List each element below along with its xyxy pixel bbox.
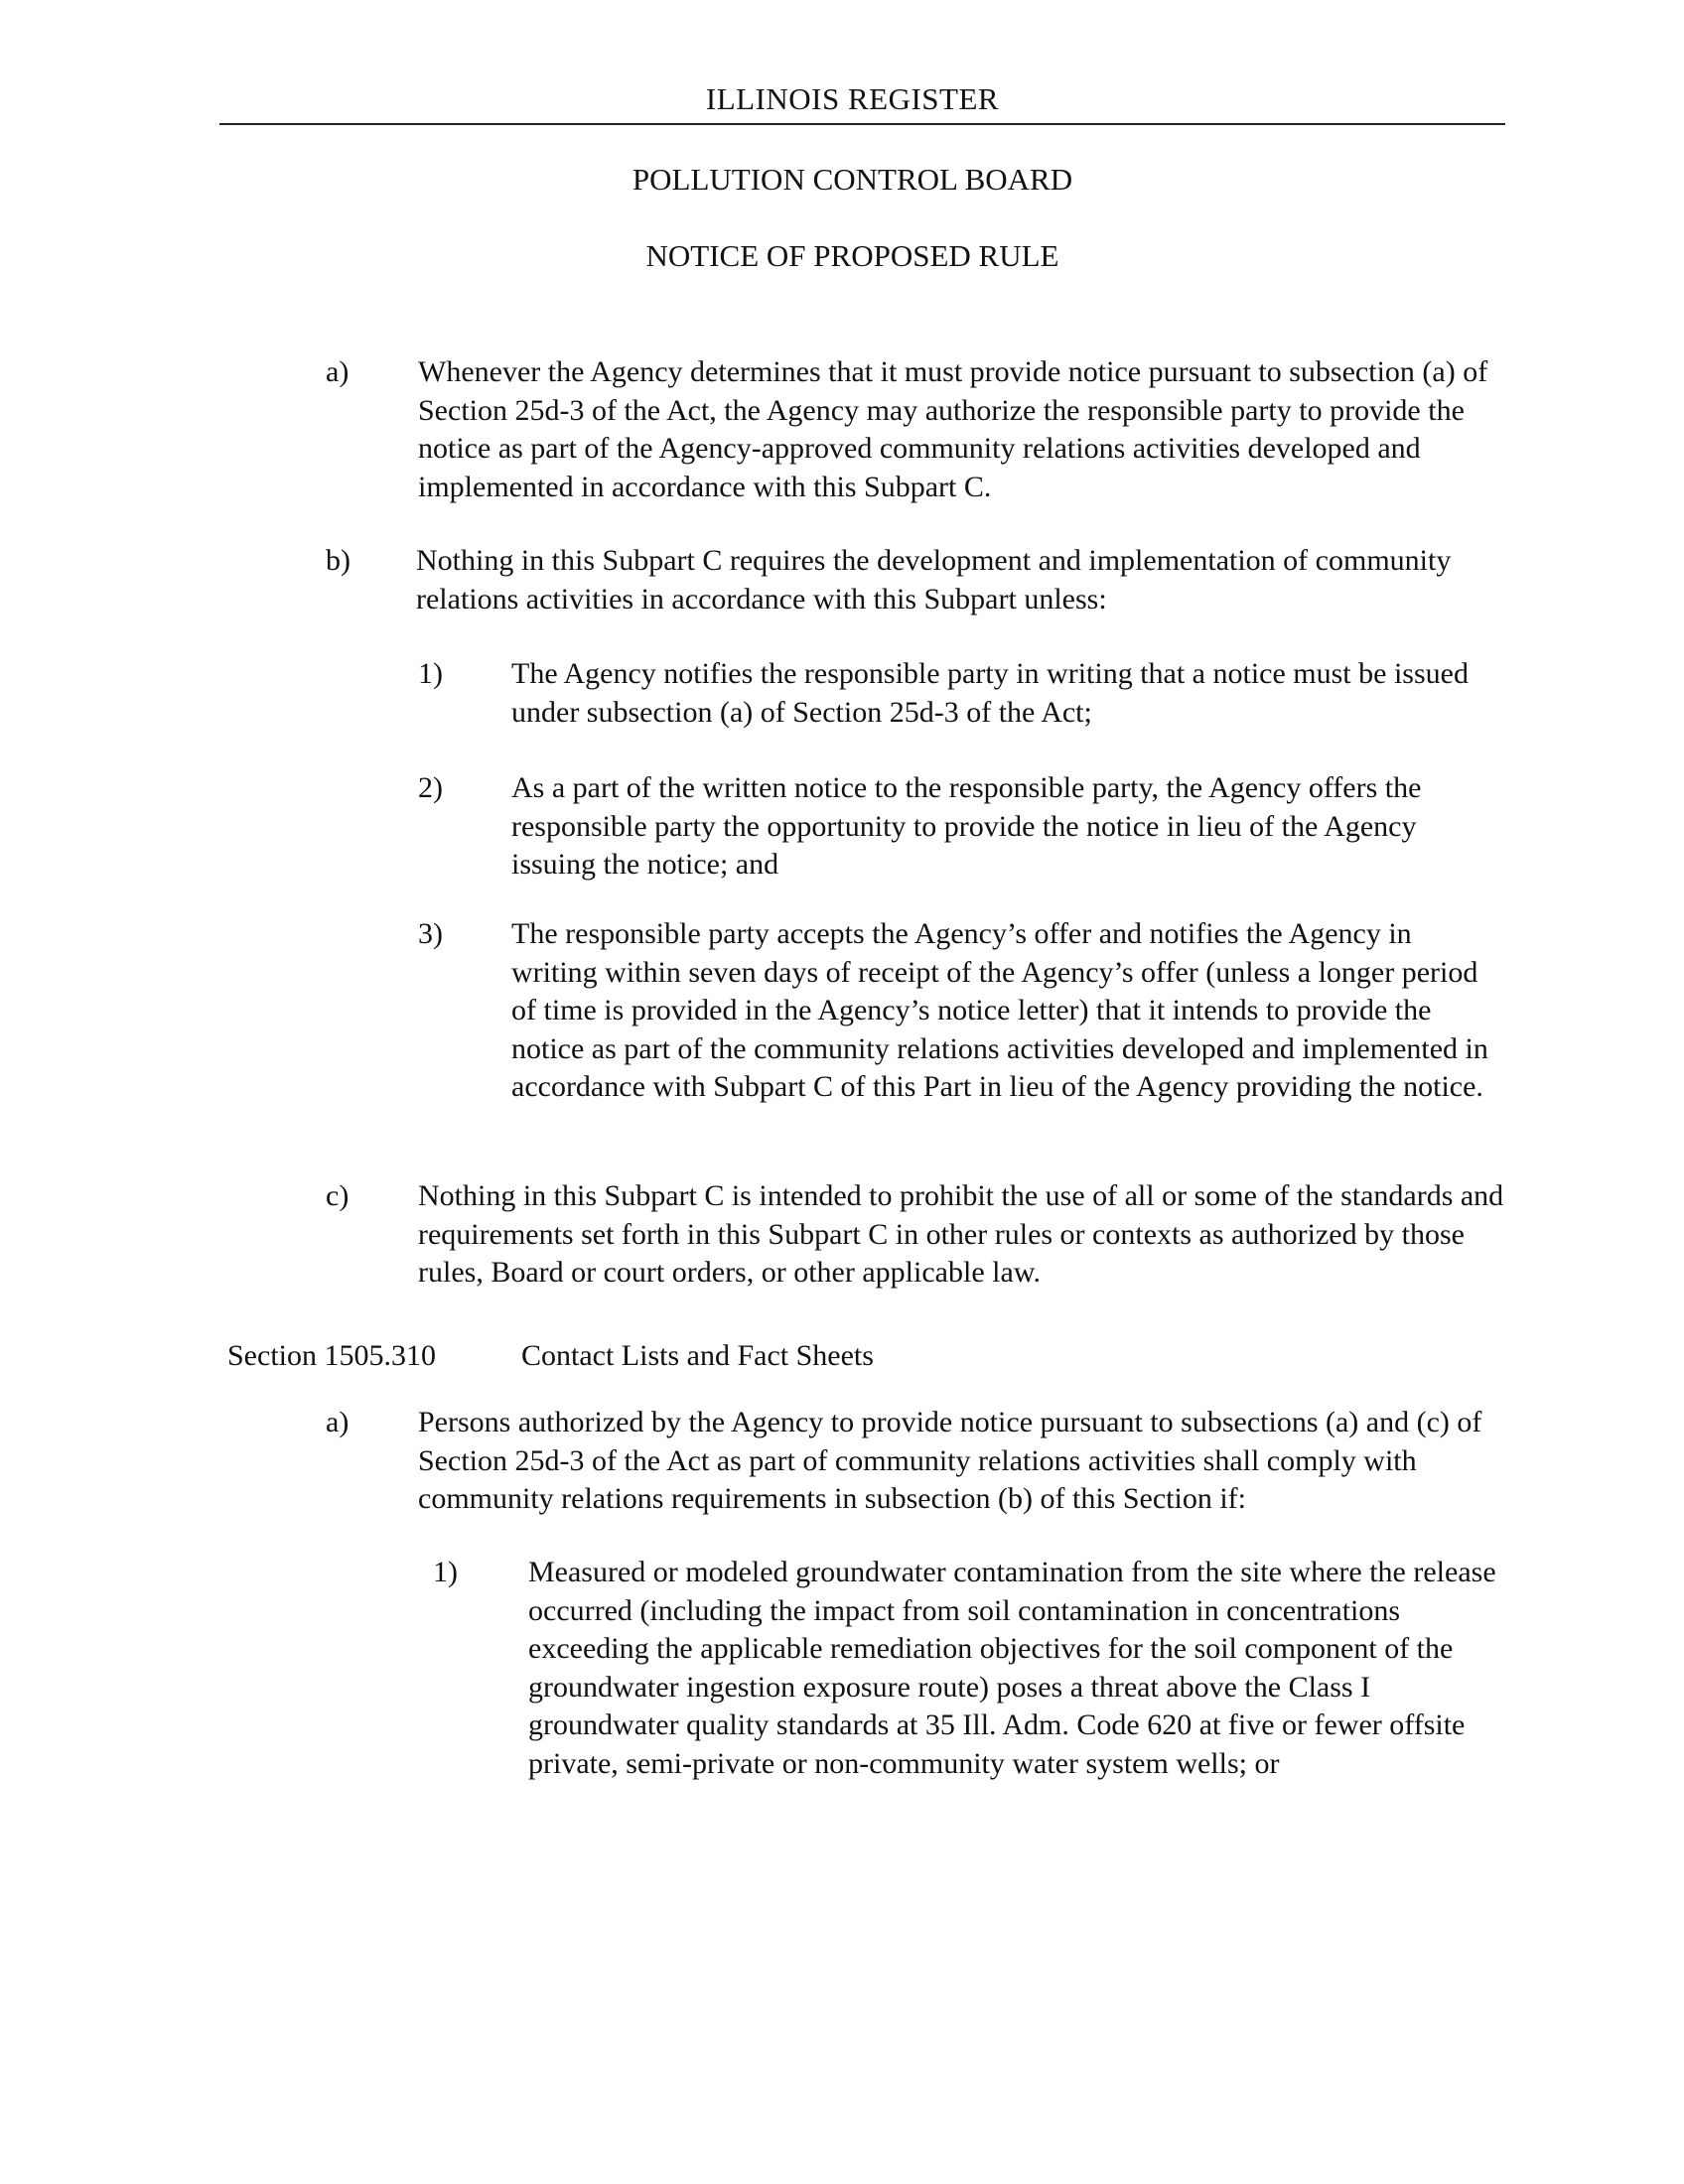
item-text: Persons authorized by the Agency to provide notice pursuant to subsections (a) and (c) of Section 25d-3 of the Act as part of community relations activities shall comply with community relations requirements in subsection (b) of this Section if: xyxy=(418,1406,1482,1515)
section-title: Contact Lists and Fact Sheets xyxy=(521,1339,874,1372)
register-title: ILLINOIS REGISTER xyxy=(705,81,1000,116)
item-text: Whenever the Agency determines that it must provide notice pursuant to subsection (a) of Section 25d-3 of the Act, the Agency may authorize the responsible party to provide the notice as part of the Agency-approved community relations activities developed and implemented in accordance with this Subpart C. xyxy=(418,355,1488,503)
header-rule xyxy=(219,123,1505,125)
subitem-marker: 1) xyxy=(433,1556,458,1588)
subitem-marker: 2) xyxy=(418,771,443,804)
item-marker: a) xyxy=(326,1406,350,1438)
item-marker: c) xyxy=(326,1179,350,1212)
subitem-text: The responsible party accepts the Agency’s offer and notifies the Agency in writing within seven days of receipt of the Agency’s offer (unless a longer period of time is provided in the Agency’s notice letter) that it intends to provide the notice as part of the community relations activities developed and implemented in accordance with Subpart C of this Part in lieu of the Agency providing the notice. xyxy=(511,917,1488,1103)
item-text: Nothing in this Subpart C is intended to prohibit the use of all or some of the standards and requirements set forth in this Subpart C in other rules or contexts as authorized by those rules, Board or court orders, or other applicable law. xyxy=(418,1179,1504,1289)
section-number: Section 1505.310 xyxy=(227,1339,436,1372)
subitem-text: Measured or modeled groundwater contamination from the site where the release occurred (including the impact from soil contamination in concentrations exceeding the applicable remediation objectives for the soil component of the groundwater ingestion exposure route) poses a threat above the Class I groundwater quality standards at 35 Ill. Adm. Code 620 at five or fewer offsite private, semi-private or non-community water system wells; or xyxy=(528,1556,1496,1780)
item-text: Nothing in this Subpart C requires the development and implementation of community relations activities in accordance with this Subpart unless: xyxy=(416,544,1452,615)
item-marker: b) xyxy=(326,544,351,577)
subitem-text: As a part of the written notice to the responsible party, the Agency offers the responsible party the opportunity to provide the notice in lieu of the Agency issuing the notice; and xyxy=(511,771,1422,881)
item-marker: a) xyxy=(326,355,350,388)
notice-title: NOTICE OF PROPOSED RULE xyxy=(645,238,1059,273)
subitem-marker: 1) xyxy=(418,657,443,690)
subitem-text: The Agency notifies the responsible party in writing that a notice must be issued under subsection (a) of Section 25d-3 of the Act; xyxy=(511,657,1469,729)
agency-name: POLLUTION CONTROL BOARD xyxy=(632,162,1073,197)
subitem-marker: 3) xyxy=(418,917,443,950)
